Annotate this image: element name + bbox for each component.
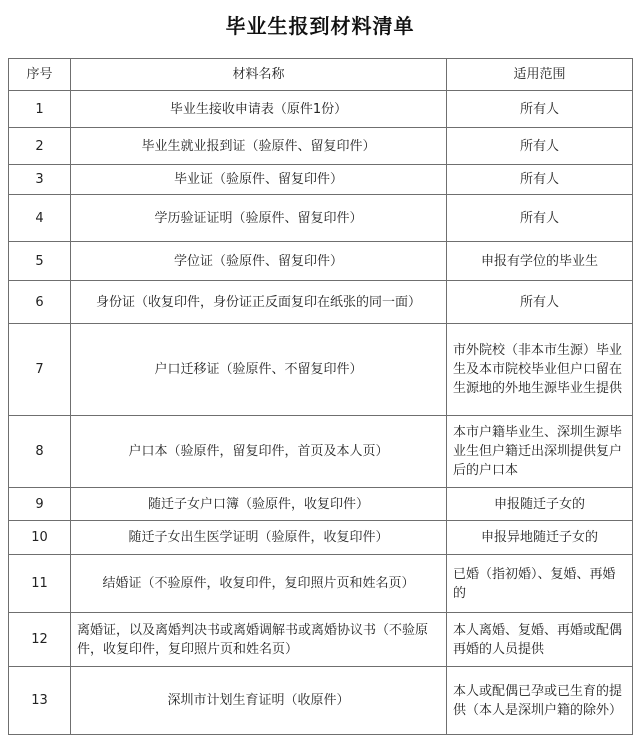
material-name: 户口本（验原件，留复印件，首页及本人页） xyxy=(71,416,447,488)
row-number: 13 xyxy=(9,667,71,735)
table-row xyxy=(9,667,633,735)
table-row xyxy=(9,555,633,613)
row-number: 8 xyxy=(9,416,71,488)
scope-text: 本人或配偶已孕或已生育的提供（本人是深圳户籍的除外） xyxy=(447,667,633,735)
material-name: 结婚证（不验原件，收复印件，复印照片页和姓名页） xyxy=(71,555,447,613)
row-number: 7 xyxy=(9,324,71,416)
material-name: 毕业生就业报到证（验原件、留复印件） xyxy=(71,128,447,165)
table-row xyxy=(9,416,633,488)
table-row xyxy=(9,128,633,165)
header-scope: 适用范围 xyxy=(447,59,633,91)
header-no: 序号 xyxy=(9,59,71,91)
table-row xyxy=(9,613,633,667)
scope-text: 申报随迁子女的 xyxy=(447,488,633,521)
row-number: 9 xyxy=(9,488,71,521)
scope-text: 申报异地随迁子女的 xyxy=(447,521,633,555)
row-number: 5 xyxy=(9,242,71,281)
material-name: 户口迁移证（验原件、不留复印件） xyxy=(71,324,447,416)
material-name: 学位证（验原件、留复印件） xyxy=(71,242,447,281)
row-number: 1 xyxy=(9,91,71,128)
material-name: 深圳市计划生育证明（收原件） xyxy=(71,667,447,735)
scope-text: 所有人 xyxy=(447,91,633,128)
scope-text: 所有人 xyxy=(447,128,633,165)
scope-text: 所有人 xyxy=(447,281,633,324)
header-material: 材料名称 xyxy=(71,59,447,91)
scope-text: 申报有学位的毕业生 xyxy=(447,242,633,281)
scope-text: 市外院校（非本市生源）毕业生及本市院校毕业但户口留在生源地的外地生源毕业生提供 xyxy=(447,324,633,416)
material-name: 毕业证（验原件、留复印件） xyxy=(71,165,447,195)
material-name: 随迁子女户口簿（验原件，收复印件） xyxy=(71,488,447,521)
table-row xyxy=(9,242,633,281)
table-row xyxy=(9,195,633,242)
table-row xyxy=(9,281,633,324)
table-row xyxy=(9,324,633,416)
table-row xyxy=(9,91,633,128)
scope-text: 已婚（指初婚）、复婚、再婚的 xyxy=(447,555,633,613)
row-number: 10 xyxy=(9,521,71,555)
material-name: 身份证（收复印件，身份证正反面复印在纸张的同一面） xyxy=(71,281,447,324)
table-row xyxy=(9,521,633,555)
material-name: 毕业生接收申请表（原件1份） xyxy=(71,91,447,128)
materials-table xyxy=(8,58,633,735)
scope-text: 所有人 xyxy=(447,195,633,242)
material-name: 离婚证，以及离婚判决书或离婚调解书或离婚协议书（不验原件，收复印件，复印照片页和姓名页） xyxy=(71,613,447,667)
table-header-row xyxy=(9,59,633,91)
row-number: 3 xyxy=(9,165,71,195)
row-number: 4 xyxy=(9,195,71,242)
row-number: 2 xyxy=(9,128,71,165)
table-row xyxy=(9,165,633,195)
page-title: 毕业生报到材料清单 xyxy=(225,14,415,38)
row-number: 12 xyxy=(9,613,71,667)
material-name: 随迁子女出生医学证明（验原件，收复印件） xyxy=(71,521,447,555)
table-row xyxy=(9,488,633,521)
row-number: 11 xyxy=(9,555,71,613)
scope-text: 本市户籍毕业生、深圳生源毕业生但户籍迁出深圳提供复户后的户口本 xyxy=(447,416,633,488)
material-name: 学历验证证明（验原件、留复印件） xyxy=(71,195,447,242)
row-number: 6 xyxy=(9,281,71,324)
scope-text: 所有人 xyxy=(447,165,633,195)
scope-text: 本人离婚、复婚、再婚或配偶再婚的人员提供 xyxy=(447,613,633,667)
